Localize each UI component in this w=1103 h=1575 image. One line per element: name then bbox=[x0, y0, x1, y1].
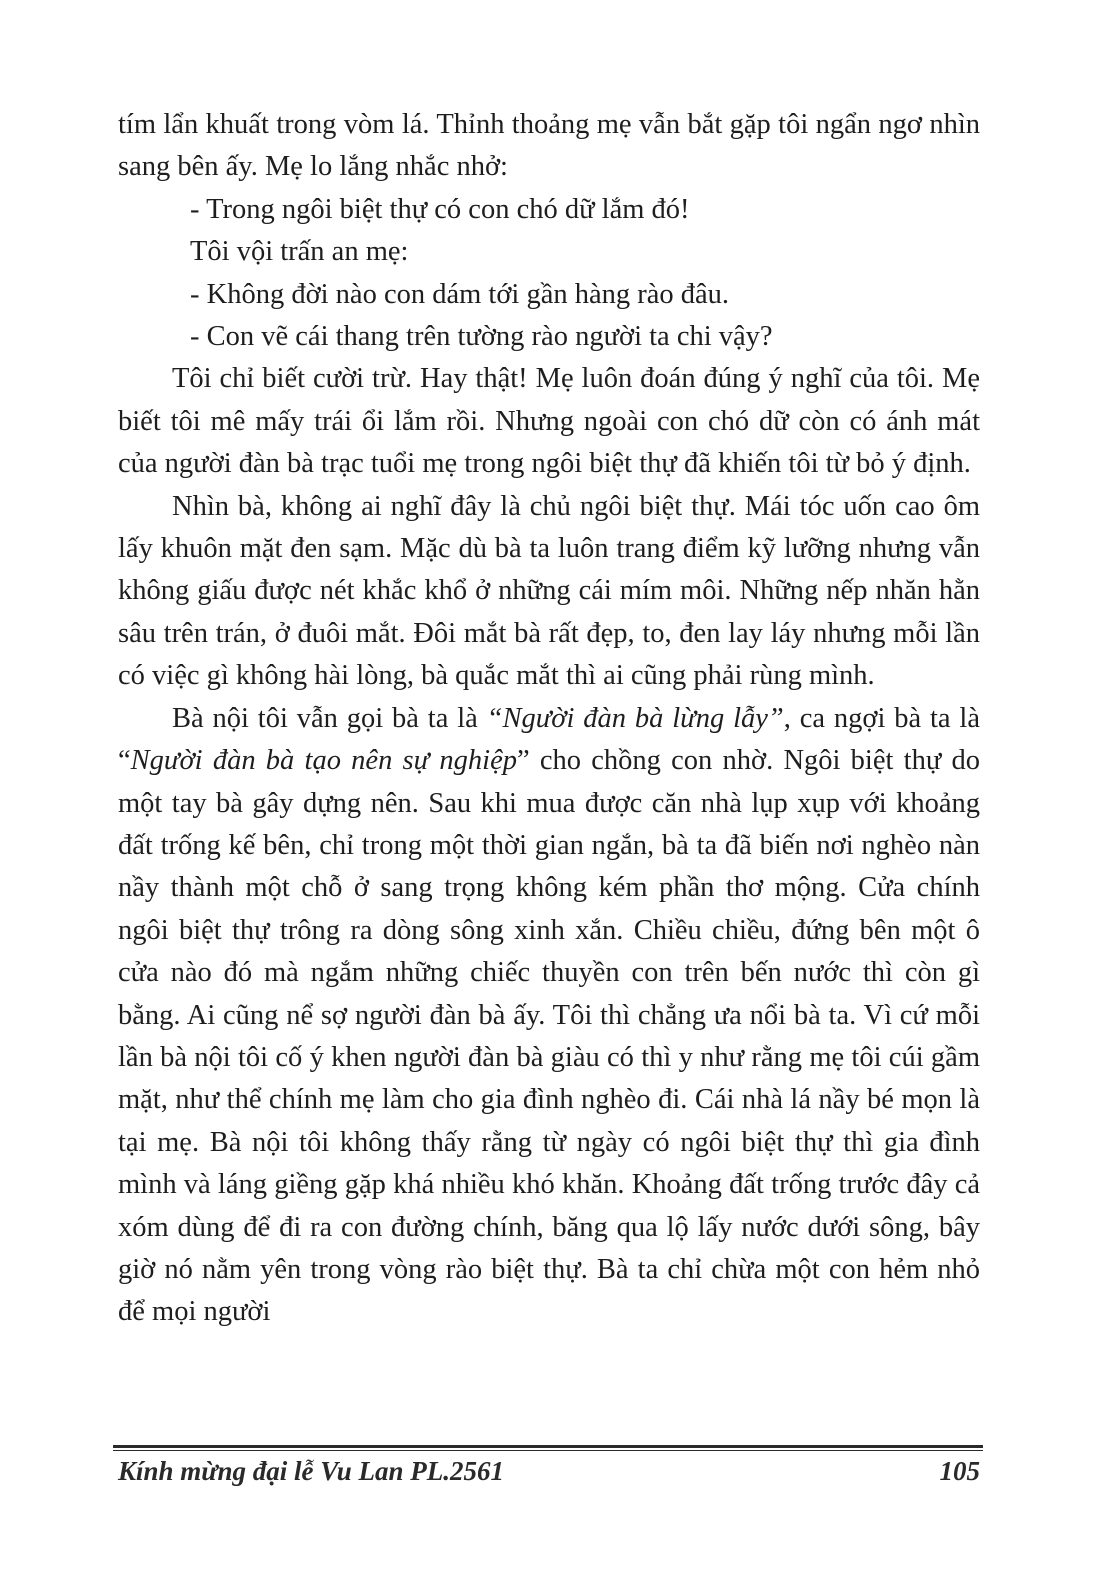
paragraph: Nhìn bà, không ai nghĩ đây là chủ ngôi biệt thự. Mái tóc uốn cao ôm lấy khuôn mặt đen sạm. Mặc dù bà ta luôn trang điểm kỹ lưỡng nhưng vẫn không giấu được nét khắc khổ ở những cái mím môi. Những nếp nhăn hằn sâu trên trán, ở đuôi mắt. Đôi mắt bà rất đẹp, to, đen lay láy nhưng mỗi lần có việc gì không hài lòng, bà quắc mắt thì ai cũng phải rùng mình. bbox=[118, 490, 980, 692]
dialogue-line: - Không đời nào con dám tới gần hàng rào đâu. bbox=[190, 278, 730, 310]
footer-title: Kính mừng đại lễ Vu Lan PL.2561 bbox=[118, 1456, 505, 1486]
dialogue-line: Tôi vội trấn an mẹ: bbox=[190, 236, 409, 268]
text-run: ” cho chồng con nhờ. Ngôi biệt thự do một tay bà gây dựng nên. Sau khi mua được căn nhà lụp xụp với khoảng đất trống kế bên, chỉ trong một thời gian ngắn, bà ta đã biến nơi nghèo nàn nầy thành một chỗ ở sang trọng không kém phần thơ mộng. Cửa chính ngôi biệt thự trông ra dòng sông xinh xắn. Chiều chiều, đứng bên một ô cửa nào đó mà ngắm những chiếc thuyền con trên bến nước thì còn gì bằng. Ai cũng nể sợ người đàn bà ấy. Tôi thì chẳng ưa nổi bà ta. Vì cứ mỗi lần bà nội tôi cố ý khen người đàn bà giàu có thì y như rằng mẹ tôi cúi gầm mặt, như thể chính mẹ làm cho gia đình nghèo đi. Cái nhà lá nầy bé mọn là tại mẹ. Bà nội tôi không thấy rằng từ ngày có ngôi biệt thự thì gia đình mình và láng giềng gặp khá nhiều khó khăn. Khoảng đất trống trước đây cả xóm dùng để đi ra con đường chính, băng qua lộ lấy nước dưới sông, bây giờ nó nằm yên trong vòng rào biệt thự. Bà ta chỉ chừa một con hẻm nhỏ để mọi người bbox=[118, 745, 980, 1328]
dialogue-line: - Trong ngôi biệt thự có con chó dữ lắm đó! bbox=[190, 193, 690, 225]
italic-quote: “Người đàn bà lừng lẫy” bbox=[486, 702, 784, 734]
italic-quote: Người đàn bà tạo nên sự nghiệp bbox=[130, 745, 517, 777]
paragraph bbox=[118, 698, 980, 1334]
dialogue-line: - Con vẽ cái thang trên tường rào người ta chi vậy? bbox=[190, 321, 773, 353]
page-body bbox=[118, 104, 980, 1334]
page-number: 105 bbox=[939, 1456, 980, 1486]
text-run: Bà nội tôi vẫn gọi bà ta là bbox=[172, 702, 487, 734]
text-run: , ca ngợi bà ta là “ bbox=[118, 702, 980, 777]
paragraph-continued: tím lẩn khuất trong vòm lá. Thỉnh thoảng mẹ vẫn bắt gặp tôi ngẩn ngơ nhìn sang bên ấy. Mẹ lo lắng nhắc nhở: bbox=[118, 109, 980, 183]
paragraph: Tôi chỉ biết cười trừ. Hay thật! Mẹ luôn đoán đúng ý nghĩ của tôi. Mẹ biết tôi mê mấy trái ổi lắm rồi. Nhưng ngoài con chó dữ còn có ánh mát của người đàn bà trạc tuổi mẹ trong ngôi biệt thự đã khiến tôi từ bỏ ý định. bbox=[118, 363, 980, 480]
footer-rule bbox=[113, 1445, 983, 1448]
